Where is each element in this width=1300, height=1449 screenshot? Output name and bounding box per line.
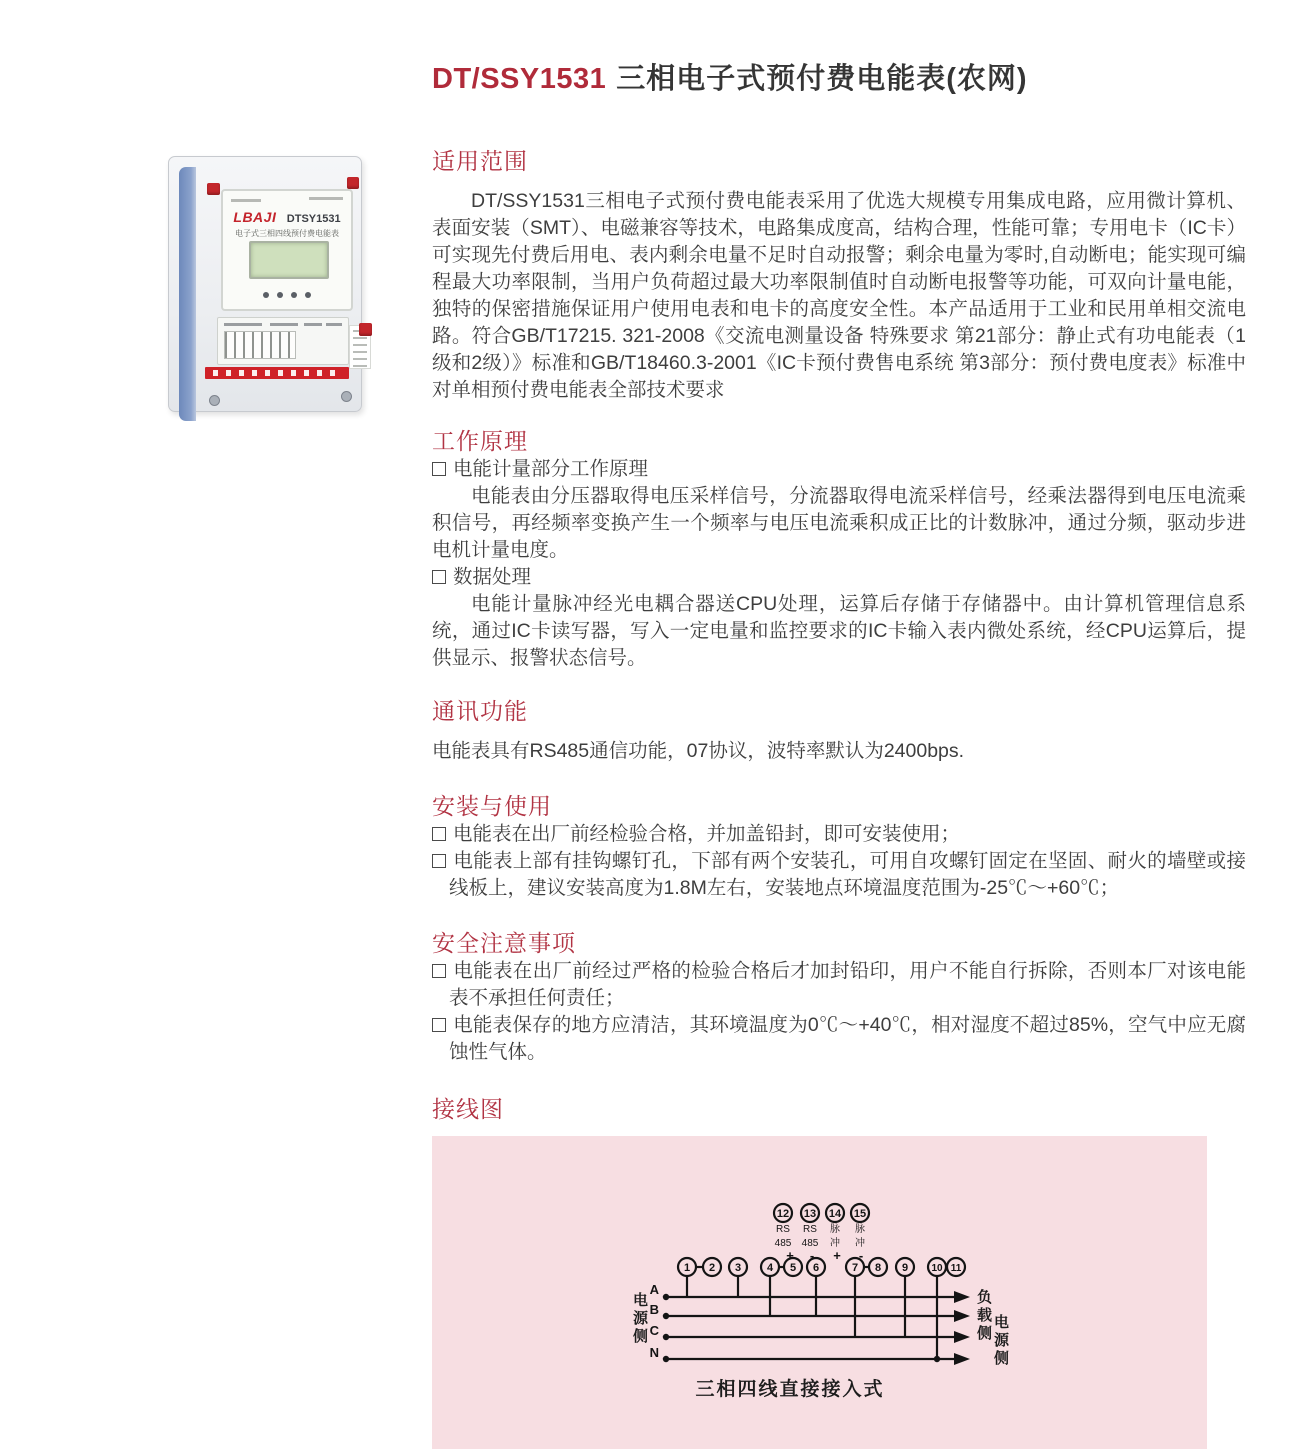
checkbox-icon (432, 570, 446, 584)
checkbox-icon (432, 1018, 446, 1032)
arrow-icon (954, 1331, 970, 1343)
terminal-number: 10 (931, 1263, 943, 1274)
terminal-number: 5 (789, 1262, 797, 1274)
meter-spec-text (224, 323, 262, 326)
meter-button-icon (263, 292, 269, 298)
meter-lcd-display (249, 241, 329, 279)
terminal-label: 脉 (830, 1224, 840, 1235)
meter-face-label: 电子式三相四线预付费电能表 (235, 229, 339, 238)
terminal-number: 12 (776, 1208, 790, 1220)
meter-fine-print (231, 199, 261, 202)
terminal-label: 冲 (830, 1238, 840, 1249)
terminal-number: 1 (683, 1262, 691, 1274)
content-column (432, 146, 1246, 1449)
polarity-sign: + (786, 1248, 794, 1263)
product-name: 三相电子式预付费电能表(农网) (616, 63, 1028, 95)
neutral-junction-dot (934, 1356, 940, 1362)
wiring-diagram-panel (432, 1136, 1207, 1449)
meter-seal-clip (347, 177, 359, 189)
meter-button-icon (291, 292, 297, 298)
principle-item-title: 数据处理 (432, 564, 1246, 591)
terminal-number: 2 (708, 1262, 716, 1274)
section-heading-install: 安装与使用 (432, 793, 552, 819)
arrow-icon (954, 1310, 970, 1322)
polarity-sign: - (809, 1248, 815, 1263)
meter-seal-clip (207, 183, 220, 195)
comm-body: 电能表具有RS485通信功能，07协议，波特率默认为2400bps. (432, 740, 965, 762)
meter-nameplate (217, 317, 349, 365)
checkbox-icon (432, 854, 446, 868)
wiring-diagram-svg (432, 1136, 1207, 1449)
section-heading-comm: 通讯功能 (432, 698, 528, 724)
safety-item: 电能表在出厂前经过严格的检验合格后才加封铅印，用户不能自行拆除，否则本厂对该电能表不承担任何责任； (432, 958, 1246, 1012)
terminal-label: 485 (801, 1238, 819, 1249)
terminal-number: 6 (812, 1262, 820, 1274)
load-side-label: 负载侧 (975, 1289, 992, 1343)
terminal-number: 14 (828, 1208, 842, 1220)
checkbox-icon (432, 462, 446, 476)
terminal-number: 8 (874, 1262, 882, 1274)
terminal-label: RS (803, 1224, 817, 1235)
checkbox-icon (432, 964, 446, 978)
terminal-label: RS (776, 1224, 790, 1235)
meter-spec-text (326, 323, 342, 326)
meter-wiring-label (224, 331, 296, 359)
arrow-icon (954, 1291, 970, 1303)
polarity-sign: - (858, 1248, 864, 1263)
meter-buttons (223, 285, 351, 303)
scope-body: DT/SSY1531三相电子式预付费电能表采用了优选大规模专用集成电路，应用微计算机、表面安装（SMT）、电磁兼容等技术，电路集成度高，结构合理，性能可靠；专用电卡（IC卡）可实现先付费后用电、表内剩余电量不足时自动报警；剩余电量为零时,自动断电；能实现可编程最大功率限制，当用户负荷超过最大功率限制值时自动断电报警等功能，可双向计量电能，独特的保密措施保证用户使用电表和电卡的高度安全性。本产品适用于工业和民用单相交流电路。符合GB/T17215. 321-2008《交流电测量设备 特殊要求 第21部分：静止式有功电能表（1级和2级）》标准和GB/T18460.3-2001《IC卡预付费售电系统 第3部分：预付费电度表》标准中对单相预付费电能表全部技术要求 (432, 190, 1246, 401)
meter-left-stripe (179, 167, 196, 421)
product-photo (158, 146, 372, 422)
principle-item-body: 电能计量脉冲经光电耦合器送CPU处理，运算后存储于存储器中。由计算机管理信息系统，通过IC卡读写器，写入一定电量和监控要求的IC卡输入表内微处系统，经CPU运算后，提供显示、报警状态信号。 (432, 593, 1246, 669)
meter-model-text: DTSY1531 (286, 213, 341, 225)
section-heading-principle: 工作原理 (432, 428, 528, 454)
install-item: 电能表上部有挂钩螺钉孔，下部有两个安装孔，可用自攻螺钉固定在坚固、耐火的墙壁或接线板上，建议安装高度为1.8M左右，安装地点环境温度范围为-25℃～+60℃； (432, 848, 1246, 902)
section-heading-scope: 适用范围 (432, 148, 528, 174)
meter-button-icon (305, 292, 311, 298)
terminal-number: 7 (851, 1262, 859, 1274)
polarity-sign: + (833, 1248, 841, 1263)
safety-item: 电能表保存的地方应清洁，其环境温度为0℃～+40℃，相对湿度不超过85%，空气中应无腐蚀性气体。 (432, 1012, 1246, 1066)
terminal-number: 9 (901, 1262, 909, 1274)
phase-label: A (649, 1282, 659, 1297)
phase-label: N (649, 1345, 659, 1360)
meter-screw (341, 391, 352, 402)
checkbox-icon (432, 827, 446, 841)
terminal-number: 11 (950, 1263, 962, 1274)
meter-button-icon (277, 292, 283, 298)
meter-fine-print (309, 197, 343, 200)
section-heading-safety: 安全注意事项 (432, 930, 576, 956)
meter-spec-text (304, 323, 322, 326)
meter-side-clip (359, 323, 372, 336)
terminal-label: 冲 (855, 1238, 865, 1249)
meter-company-banner (205, 367, 349, 379)
section-heading-wiring: 接线图 (432, 1096, 504, 1122)
terminal-number: 3 (734, 1262, 742, 1274)
diagram-caption: 三相四线直接接入式 (695, 1379, 885, 1400)
install-item: 电能表在出厂前经检验合格，并加盖铅封，即可安装使用； (432, 821, 1246, 848)
terminal-number: 13 (803, 1208, 817, 1220)
product-model: DT/SSY1531 (432, 63, 607, 95)
terminal-label: 485 (774, 1238, 792, 1249)
arrow-icon (954, 1353, 970, 1365)
phase-label: B (649, 1302, 659, 1317)
meter-spec-text (270, 323, 298, 326)
terminal-label: 脉 (855, 1224, 865, 1235)
principle-item-body: 电能表由分压器取得电压采样信号，分流器取得电流采样信号，经乘法器得到电压电流乘积信号，再经频率变换产生一个频率与电压电流乘积成正比的计数脉冲，通过分频，驱动步进电机计量电度。 (432, 485, 1246, 561)
principle-item-title: 电能计量部分工作原理 (432, 456, 1246, 483)
source-side-label: 电源侧 (631, 1292, 648, 1346)
meter-body (168, 156, 362, 412)
right-source-side-label: 电源侧 (992, 1314, 1009, 1368)
terminal-number: 15 (853, 1208, 867, 1220)
meter-face-panel (221, 189, 353, 311)
meter-brand-logo: LBAJI (233, 209, 277, 225)
phase-label: C (649, 1323, 659, 1338)
page-title (432, 56, 1028, 97)
terminal-number: 4 (766, 1262, 774, 1274)
meter-screw (209, 395, 220, 406)
meter-company-banner-text (213, 370, 341, 376)
